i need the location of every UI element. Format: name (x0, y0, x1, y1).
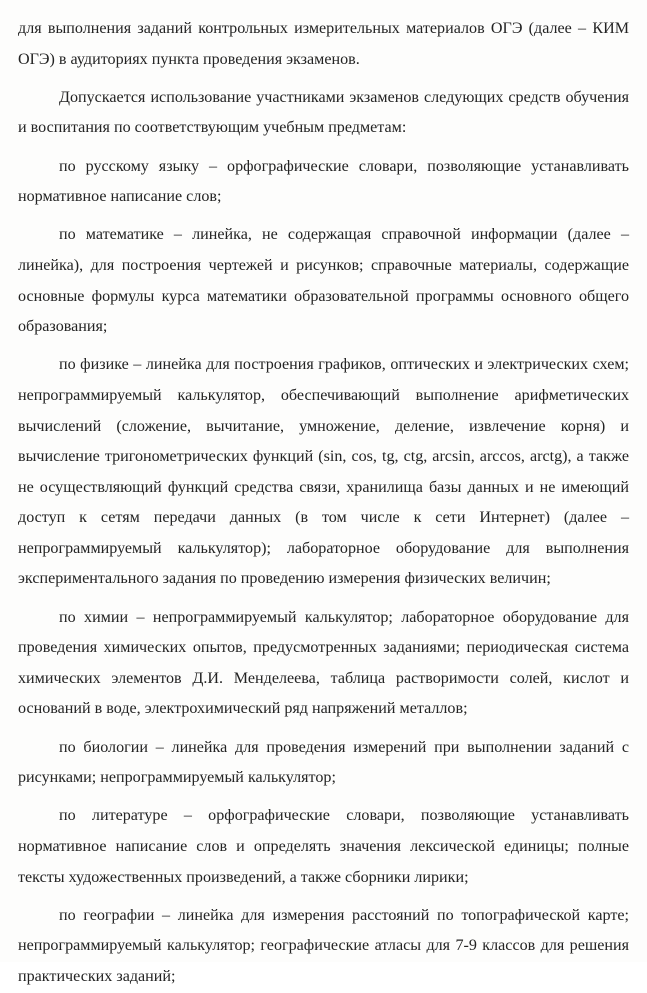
paragraph-geography: по географии – линейка для измерения расстояний по топографической карте; непрограммируемый калькулятор; географические атласы для 7-9 классов для решения практических заданий; (18, 906, 629, 985)
paragraph-physics: по физике – линейка для построения графиков, оптических и электрических схем; непрограммируемый калькулятор, обеспечивающий выполнение арифметических вычислений (сложение, вычитание, умножение, деление, извлечение корня) и вычисление тригонометрических функций (sin, cos, tg, ctg, arcsin, arccos, arctg), а также не осуществляющий функций средства связи, хранилища базы данных и не имеющий доступ к сетям передачи данных (в том числе к сети Интернет) (далее – непрограммируемый калькулятор); лабораторное оборудование для выполнения экспериментального задания по проведению измерения физических величин; (18, 356, 629, 588)
paragraph-chemistry: по химии – непрограммируемый калькулятор; лабораторное оборудование для проведения химических опытов, предусмотренных заданиями; периодическая система химических элементов Д.И. Менделеева, таблица растворимости солей, кислот и оснований в воде, электрохимический ряд напряжений металлов; (18, 608, 629, 718)
paragraph-continuation: для выполнения заданий контрольных измерительных материалов ОГЭ (далее – КИМ ОГЭ) в аудиториях пункта проведения экзаменов. (18, 20, 629, 68)
paragraph-literature: по литературе – орфографические словари, позволяющие устанавливать нормативное написание слов и определять значения лексической единицы; полные тексты художественных произведений, а также сборники лирики; (18, 807, 629, 886)
paragraph-russian-language: по русскому языку – орфографические словари, позволяющие устанавливать нормативное написание слов; (18, 157, 629, 206)
paragraph-mathematics: по математике – линейка, не содержащая справочной информации (далее – линейка), для построения чертежей и рисунков; справочные материалы, содержащие основные формулы курса математики образовательной программы основного общего образования; (18, 226, 629, 336)
document-body (18, 14, 629, 993)
paragraph-biology: по биологии – линейка для проведения измерений при выполнении заданий с рисунками; непрограммируемый калькулятор; (18, 738, 629, 787)
paragraph-allowed-aids-intro: Допускается использование участниками экзаменов следующих средств обучения и воспитания по соответствующим учебным предметам: (18, 88, 629, 137)
